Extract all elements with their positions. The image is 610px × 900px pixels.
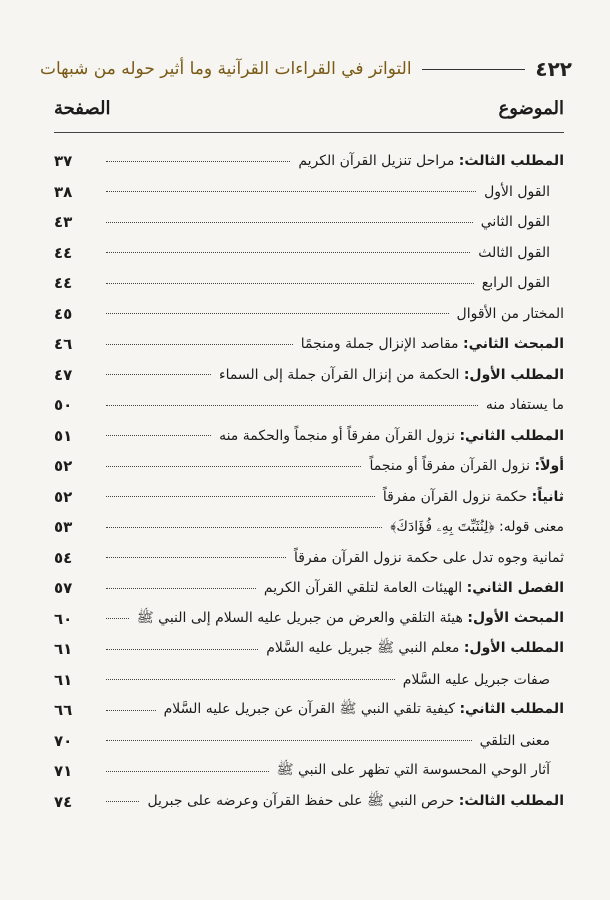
toc-entry-page: ٥١	[54, 426, 73, 445]
toc-entry-label: المطلب الأول:	[463, 640, 564, 657]
dot-leader	[106, 679, 395, 680]
toc-entry	[54, 604, 564, 635]
toc-entry-label: المطلب الثالث:	[458, 153, 564, 170]
toc-entry-page: ٣٧	[54, 152, 73, 171]
dot-leader	[106, 588, 256, 589]
dot-leader	[106, 344, 293, 345]
toc-entry	[54, 573, 564, 604]
toc-entry-text	[297, 336, 564, 352]
toc-entry-label: المطلب الثاني:	[459, 427, 564, 444]
running-title: التواتر في القراءات القرآنية وما أثير حوله من شبهات	[40, 59, 412, 79]
toc-entry-text	[215, 367, 564, 383]
column-headings	[54, 98, 564, 119]
toc-entry-text	[474, 245, 564, 261]
dot-leader	[106, 710, 156, 711]
toc-entry	[54, 543, 564, 574]
running-header	[40, 52, 572, 86]
toc-entry-title: معنى قوله: ﴿لِنُثَبِّتَ بِهِۦ فُؤَادَكَ﴾	[390, 519, 564, 536]
dot-leader	[106, 618, 129, 619]
toc-entry-page: ٥٠	[54, 396, 73, 415]
toc-entry-title: معلم النبي ﷺ جبريل عليه السَّلام	[266, 640, 464, 657]
dot-leader	[106, 527, 382, 528]
dot-leader	[106, 557, 286, 558]
page-number: ٤٢٢	[535, 57, 572, 81]
toc-entry	[54, 146, 564, 177]
toc-entry-text	[379, 489, 564, 505]
toc-entry-page: ٥٣	[54, 518, 73, 537]
toc-entry-text	[290, 550, 564, 566]
toc-entry	[54, 421, 564, 452]
toc-entry-page: ٤٣	[54, 213, 73, 232]
dot-leader	[106, 313, 449, 314]
topic-heading: الموضوع	[498, 98, 564, 119]
toc-entry-text	[133, 609, 564, 629]
toc-entry-page: ٤٧	[54, 365, 73, 384]
toc-entry-text	[478, 275, 564, 291]
toc-entry-page: ٥٢	[54, 487, 73, 506]
toc-entry-label: المبحث الثاني:	[463, 336, 564, 353]
toc-entry-title: هيئة التلقي والعرض من جبريل عليه السلام إلى النبي ﷺ	[136, 609, 468, 626]
toc-entry-title: مقاصد الإنزال جملة ومنجمًا	[300, 336, 463, 353]
toc-entry-label: أولاً:	[534, 458, 564, 475]
toc-entry-text	[386, 519, 564, 535]
dot-leader	[106, 222, 473, 223]
toc-entry-title: القول الأول	[484, 183, 550, 200]
dot-leader	[106, 405, 478, 406]
toc-entry-title: نزول القرآن مفرقاً أو منجماً والحكمة منه	[219, 427, 460, 444]
dot-leader	[106, 740, 472, 741]
toc-entry	[54, 360, 564, 391]
dot-leader	[106, 191, 476, 192]
toc-entry-title: آثار الوحي المحسوسة التي تظهر على النبي ﷺ	[276, 762, 550, 779]
toc-entry-page: ٥٧	[54, 579, 73, 598]
toc-entry	[54, 726, 564, 757]
toc-entry-text	[477, 214, 564, 230]
toc-entry	[54, 512, 564, 543]
toc-entry-label: المطلب الثالث:	[458, 792, 564, 809]
toc-entry-page: ٤٤	[54, 243, 73, 262]
toc-entry-title: ما يستفاد منه	[485, 397, 564, 414]
toc-entry-text	[365, 458, 564, 474]
toc-entry	[54, 177, 564, 208]
toc-entry-text	[273, 761, 564, 781]
toc-entry-page: ٦١	[54, 640, 73, 659]
toc-entry-page: ٦٦	[54, 701, 73, 720]
toc-entry-page: ٣٨	[54, 182, 73, 201]
toc-entry	[54, 787, 564, 818]
toc-entry-title: معنى التلقي	[479, 732, 550, 749]
toc-entry-text	[482, 397, 564, 413]
toc-entry-text	[476, 733, 564, 749]
toc-entry	[54, 634, 564, 665]
toc-entry-page: ٥٢	[54, 457, 73, 476]
toc-entry	[54, 390, 564, 421]
toc-entry-text	[262, 639, 564, 659]
toc-entry-title: مراحل تنزيل القرآن الكريم	[298, 153, 459, 170]
toc-entry	[54, 665, 564, 696]
dot-leader	[106, 649, 258, 650]
toc-entry-title: كيفية تلقي النبي ﷺ القرآن عن جبريل عليه السَّلام	[163, 701, 460, 718]
dot-leader	[106, 435, 211, 436]
toc-entry-title: المختار من الأقوال	[456, 305, 564, 322]
dot-leader	[106, 771, 269, 772]
toc-entry-page: ٥٤	[54, 548, 73, 567]
dot-leader	[106, 374, 211, 375]
toc-entry-title: القول الرابع	[481, 275, 550, 292]
toc-entry-title: ثمانية وجوه تدل على حكمة نزول القرآن مفرقاً	[293, 549, 564, 566]
toc-entry-title: الهيئات العامة لتلقي القرآن الكريم	[263, 580, 467, 597]
toc-entry-label: المبحث الأول:	[467, 609, 564, 626]
toc-entry-label: المطلب الثاني:	[459, 701, 564, 718]
toc-entry-page: ٦٠	[54, 609, 73, 628]
toc-entry	[54, 695, 564, 726]
toc-entry	[54, 238, 564, 269]
toc-entry-page: ٤٤	[54, 274, 73, 293]
toc-entry-text	[260, 580, 564, 596]
dot-leader	[106, 496, 375, 497]
toc-entry-text	[294, 153, 564, 169]
toc-entry-label: الفصل الثاني:	[466, 580, 564, 597]
dot-leader	[106, 252, 470, 253]
table-of-contents	[54, 146, 564, 817]
toc-entry-page: ٧٤	[54, 792, 73, 811]
toc-entry-title: حكمة نزول القرآن مفرقاً	[382, 488, 532, 505]
toc-entry-title: نزول القرآن مفرقاً أو منجماً	[369, 458, 535, 475]
toc-entry-text	[215, 428, 564, 444]
toc-entry-text	[480, 184, 564, 200]
toc-entry	[54, 451, 564, 482]
toc-entry	[54, 329, 564, 360]
toc-entry-title: صفات جبريل عليه السَّلام	[402, 671, 550, 688]
toc-entry-page: ٧١	[54, 762, 73, 781]
header-rule	[422, 69, 526, 70]
toc-entry-title: حرص النبي ﷺ على حفظ القرآن وعرضه على جبريل	[147, 792, 459, 809]
toc-entry-title: القول الثالث	[478, 244, 550, 261]
toc-entry-label: المطلب الأول:	[463, 366, 564, 383]
toc-entry	[54, 268, 564, 299]
toc-entry-page: ٦١	[54, 670, 73, 689]
toc-entry-text	[160, 700, 564, 720]
dot-leader	[106, 801, 139, 802]
toc-entry-page: ٤٦	[54, 335, 73, 354]
dot-leader	[106, 466, 361, 467]
toc-entry-page: ٤٥	[54, 304, 73, 323]
toc-entry-title: القول الثاني	[480, 214, 550, 231]
toc-entry	[54, 207, 564, 238]
toc-entry	[54, 482, 564, 513]
toc-entry-text	[453, 306, 564, 322]
toc-entry-page: ٧٠	[54, 731, 73, 750]
toc-entry-title: الحكمة من إنزال القرآن جملة إلى السماء	[218, 366, 464, 383]
toc-entry	[54, 756, 564, 787]
toc-entry-text	[143, 792, 564, 812]
dot-leader	[106, 283, 474, 284]
page-heading: الصفحة	[54, 98, 111, 119]
toc-entry-label: ثانياً:	[531, 488, 564, 505]
toc-entry	[54, 299, 564, 330]
toc-entry-text	[399, 672, 564, 688]
heading-divider	[54, 132, 564, 133]
dot-leader	[106, 161, 290, 162]
